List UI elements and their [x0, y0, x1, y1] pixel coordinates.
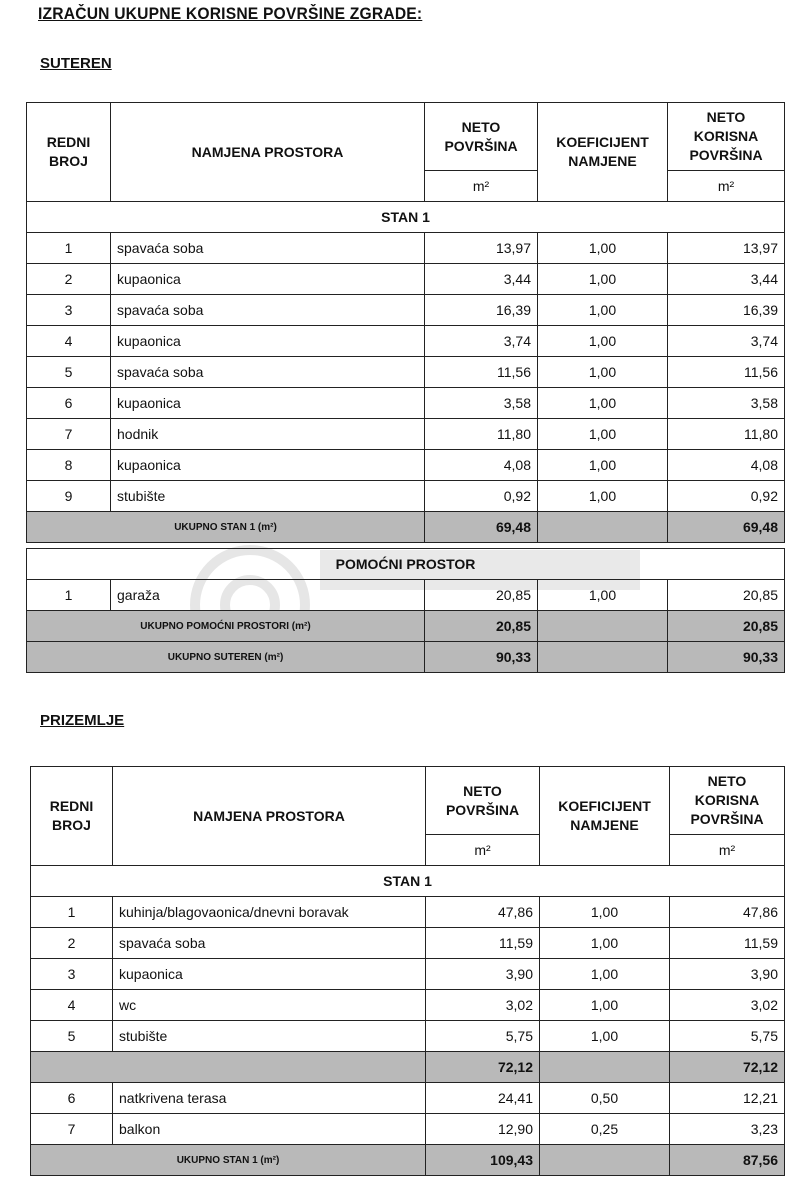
- row-koeficijent: 1,00: [540, 928, 670, 959]
- row-koeficijent: 1,00: [538, 388, 668, 419]
- table-row: [31, 897, 785, 928]
- total-suteren-korisna: 90,33: [668, 642, 785, 673]
- total-pomocni-koef-empty: [538, 611, 668, 642]
- row-koeficijent: 1,00: [540, 990, 670, 1021]
- table-row: [31, 990, 785, 1021]
- total-stan-neto: 109,43: [426, 1145, 540, 1176]
- table-row: [31, 928, 785, 959]
- row-koeficijent: 1,00: [538, 264, 668, 295]
- row-name: kupaonica: [111, 388, 425, 419]
- row-name: stubište: [113, 1021, 426, 1052]
- header-redni-broj: REDNI BROJ: [31, 767, 113, 866]
- section-title-prizemlje: PRIZEMLJE: [40, 712, 125, 729]
- row-korisna: 13,97: [668, 233, 785, 264]
- row-korisna: 16,39: [668, 295, 785, 326]
- header-korisna: NETO KORISNA POVRŠINA: [670, 767, 785, 835]
- band-stan-1: STAN 1: [31, 866, 785, 897]
- row-number: 1: [31, 897, 113, 928]
- row-koeficijent: 1,00: [538, 481, 668, 512]
- row-korisna: 3,02: [670, 990, 785, 1021]
- table-row: [27, 233, 785, 264]
- table-row: [31, 1021, 785, 1052]
- table-row: [27, 419, 785, 450]
- header-namjena: NAMJENA PROSTORA: [111, 103, 425, 202]
- header-neto: NETO POVRŠINA: [426, 767, 540, 835]
- row-number: 7: [27, 419, 111, 450]
- row-koeficijent: 0,50: [540, 1083, 670, 1114]
- band-pomocni: POMOĆNI PROSTOR: [27, 549, 785, 580]
- total-row: [27, 642, 785, 673]
- row-name: kupaonica: [111, 450, 425, 481]
- header-namjena: NAMJENA PROSTORA: [113, 767, 426, 866]
- row-name: balkon: [113, 1114, 426, 1145]
- row-neto: 3,74: [425, 326, 538, 357]
- header-koeficijent: KOEFICIJENT NAMJENE: [538, 103, 668, 202]
- row-number: 1: [27, 233, 111, 264]
- row-number: 2: [31, 928, 113, 959]
- section-title-suteren: SUTEREN: [40, 55, 112, 72]
- total-pomocni-neto: 20,85: [425, 611, 538, 642]
- row-neto: 3,44: [425, 264, 538, 295]
- row-koeficijent: 1,00: [538, 357, 668, 388]
- row-koeficijent: 1,00: [538, 326, 668, 357]
- band-row: [31, 866, 785, 897]
- row-name: stubište: [111, 481, 425, 512]
- row-name: garaža: [111, 580, 425, 611]
- row-koeficijent: 1,00: [538, 295, 668, 326]
- row-korisna: 3,90: [670, 959, 785, 990]
- row-koeficijent: 1,00: [540, 1021, 670, 1052]
- header-row: [31, 767, 785, 835]
- total-stan-neto: 69,48: [425, 512, 538, 543]
- prizemlje-table: [30, 766, 785, 1176]
- total-stan-koef-empty: [538, 512, 668, 543]
- band-row: [27, 202, 785, 233]
- row-neto: 4,08: [425, 450, 538, 481]
- table-row: [27, 481, 785, 512]
- total-stan-label: UKUPNO STAN 1 (m²): [27, 512, 425, 543]
- total-suteren-neto: 90,33: [425, 642, 538, 673]
- row-koeficijent: 1,00: [538, 419, 668, 450]
- row-number: 9: [27, 481, 111, 512]
- row-neto: 5,75: [426, 1021, 540, 1052]
- header-korisna: NETO KORISNA POVRŠINA: [668, 103, 785, 171]
- row-name: wc: [113, 990, 426, 1021]
- row-number: 2: [27, 264, 111, 295]
- row-number: 5: [31, 1021, 113, 1052]
- subtotal-koef-empty: [540, 1052, 670, 1083]
- row-name: kupaonica: [111, 326, 425, 357]
- table-row: [27, 580, 785, 611]
- header-redni-broj: REDNI BROJ: [27, 103, 111, 202]
- row-number: 4: [31, 990, 113, 1021]
- row-number: 6: [31, 1083, 113, 1114]
- row-name: spavaća soba: [113, 928, 426, 959]
- row-korisna: 47,86: [670, 897, 785, 928]
- row-neto: 47,86: [426, 897, 540, 928]
- row-number: 3: [31, 959, 113, 990]
- row-neto: 3,90: [426, 959, 540, 990]
- band-row: [27, 549, 785, 580]
- row-neto: 13,97: [425, 233, 538, 264]
- row-name: spavaća soba: [111, 233, 425, 264]
- row-number: 4: [27, 326, 111, 357]
- total-row: [31, 1145, 785, 1176]
- total-pomocni-label: UKUPNO POMOĆNI PROSTORI (m²): [27, 611, 425, 642]
- header-neto: NETO POVRŠINA: [425, 103, 538, 171]
- total-row: [27, 512, 785, 543]
- row-neto: 20,85: [425, 580, 538, 611]
- row-korisna: 11,80: [668, 419, 785, 450]
- unit-neto: m²: [425, 171, 538, 202]
- row-number: 5: [27, 357, 111, 388]
- row-number: 8: [27, 450, 111, 481]
- row-korisna: 3,23: [670, 1114, 785, 1145]
- row-korisna: 20,85: [668, 580, 785, 611]
- row-neto: 24,41: [426, 1083, 540, 1114]
- subtotal-row: [31, 1052, 785, 1083]
- row-neto: 12,90: [426, 1114, 540, 1145]
- row-koeficijent: 1,00: [540, 959, 670, 990]
- row-korisna: 11,59: [670, 928, 785, 959]
- total-stan-label: UKUPNO STAN 1 (m²): [31, 1145, 426, 1176]
- row-name: natkrivena terasa: [113, 1083, 426, 1114]
- table-row: [27, 388, 785, 419]
- table-row: [31, 1114, 785, 1145]
- row-neto: 16,39: [425, 295, 538, 326]
- page-title: IZRAČUN UKUPNE KORISNE POVRŠINE ZGRADE:: [38, 4, 423, 23]
- row-koeficijent: 1,00: [538, 580, 668, 611]
- unit-korisna: m²: [668, 171, 785, 202]
- row-korisna: 3,44: [668, 264, 785, 295]
- table-row: [27, 295, 785, 326]
- row-korisna: 3,74: [668, 326, 785, 357]
- row-korisna: 5,75: [670, 1021, 785, 1052]
- total-suteren-label: UKUPNO SUTEREN (m²): [27, 642, 425, 673]
- table-row: [27, 450, 785, 481]
- table-row: [31, 1083, 785, 1114]
- row-neto: 0,92: [425, 481, 538, 512]
- row-koeficijent: 1,00: [540, 897, 670, 928]
- row-number: 3: [27, 295, 111, 326]
- table-row: [27, 357, 785, 388]
- row-korisna: 12,21: [670, 1083, 785, 1114]
- row-name: spavaća soba: [111, 357, 425, 388]
- subtotal-label: [31, 1052, 426, 1083]
- total-stan-koef-empty: [540, 1145, 670, 1176]
- table-row: [27, 264, 785, 295]
- row-korisna: 11,56: [668, 357, 785, 388]
- row-koeficijent: 1,00: [538, 233, 668, 264]
- row-name: hodnik: [111, 419, 425, 450]
- header-koeficijent: KOEFICIJENT NAMJENE: [540, 767, 670, 866]
- row-name: spavaća soba: [111, 295, 425, 326]
- table-row: [31, 959, 785, 990]
- unit-neto: m²: [426, 835, 540, 866]
- suteren-table: [26, 102, 785, 673]
- row-number: 7: [31, 1114, 113, 1145]
- band-stan-1: STAN 1: [27, 202, 785, 233]
- row-name: kupaonica: [111, 264, 425, 295]
- total-stan-korisna: 69,48: [668, 512, 785, 543]
- total-pomocni-korisna: 20,85: [668, 611, 785, 642]
- row-koeficijent: 0,25: [540, 1114, 670, 1145]
- row-korisna: 0,92: [668, 481, 785, 512]
- table-row: [27, 326, 785, 357]
- row-korisna: 4,08: [668, 450, 785, 481]
- row-neto: 11,80: [425, 419, 538, 450]
- subtotal-korisna: 72,12: [670, 1052, 785, 1083]
- row-name: kupaonica: [113, 959, 426, 990]
- row-koeficijent: 1,00: [538, 450, 668, 481]
- row-neto: 3,02: [426, 990, 540, 1021]
- total-suteren-koef-empty: [538, 642, 668, 673]
- unit-korisna: m²: [670, 835, 785, 866]
- total-stan-korisna: 87,56: [670, 1145, 785, 1176]
- row-neto: 3,58: [425, 388, 538, 419]
- row-number: 6: [27, 388, 111, 419]
- total-row: [27, 611, 785, 642]
- row-neto: 11,56: [425, 357, 538, 388]
- header-row: [27, 103, 785, 171]
- row-name: kuhinja/blagovaonica/dnevni boravak: [113, 897, 426, 928]
- row-number: 1: [27, 580, 111, 611]
- subtotal-neto: 72,12: [426, 1052, 540, 1083]
- row-neto: 11,59: [426, 928, 540, 959]
- row-korisna: 3,58: [668, 388, 785, 419]
